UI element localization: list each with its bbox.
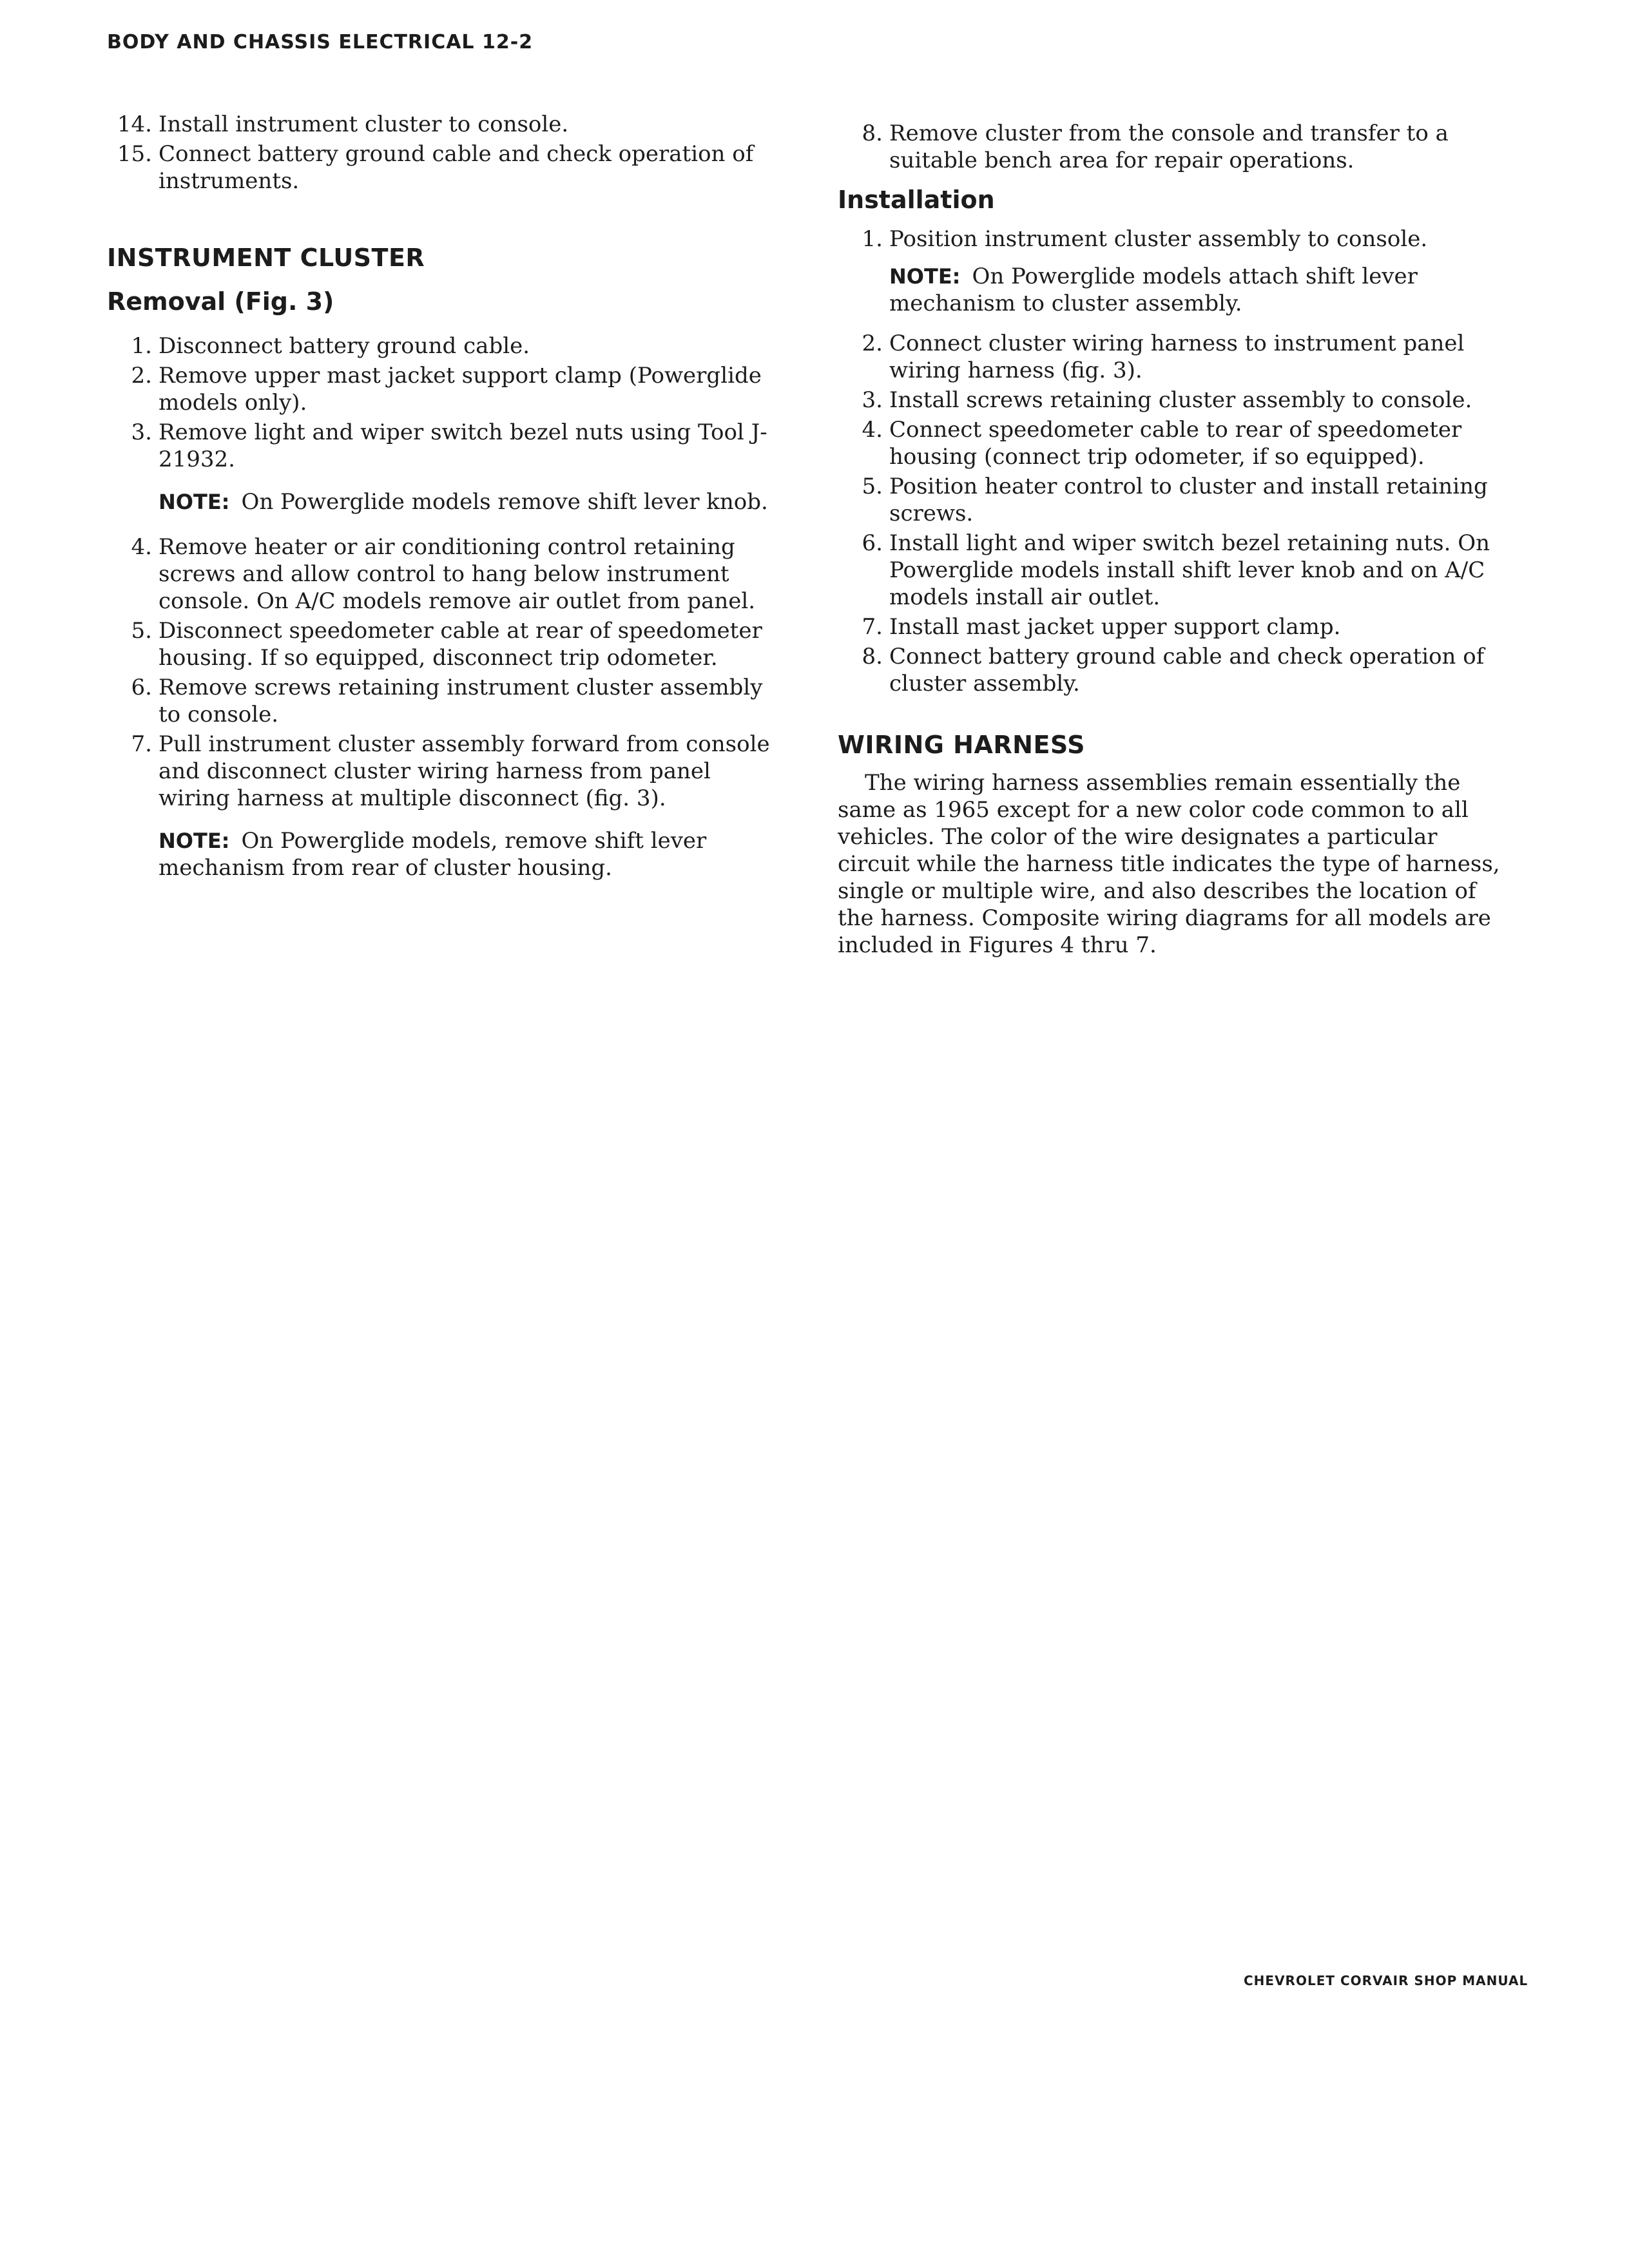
list-item [107, 731, 777, 812]
note-label: NOTE: [159, 829, 230, 853]
wiring-harness-paragraph: The wiring harness assemblies remain essentially the same as 1965 except for a new color code common to all vehicles. The color of the wire designates a particular circuit while the harness title indicates the type of harness, single or multiple wire, and also describes the location of the harness. Composite wiring diagrams for all models are included in Figures 4 thru 7. [838, 770, 1500, 958]
step-number: 2. [131, 363, 152, 389]
step-text: Connect battery ground cable and check operation of instruments. [159, 141, 754, 194]
step-number: 7. [862, 614, 883, 640]
note [838, 263, 1508, 317]
step-text: Connect cluster wiring harness to instrument panel wiring harness (fig. 3). [889, 331, 1465, 383]
subheading-removal: Removal (Fig. 3) [107, 287, 334, 316]
step-text: Remove cluster from the console and transfer to a suitable bench area for repair operations. [889, 120, 1449, 173]
right-column [838, 120, 1508, 959]
step-text: Disconnect battery ground cable. [159, 333, 530, 359]
step-number: 14. [117, 111, 152, 137]
step-text: Install light and wiper switch bezel retaining nuts. On Powerglide models install shift lever knob and on A/C models install air outlet. [889, 530, 1490, 610]
list-item [838, 330, 1508, 384]
step-text: Remove upper mast jacket support clamp (Powerglide models only). [159, 363, 762, 416]
list-item [107, 533, 777, 615]
list-item [838, 613, 1508, 640]
list-item [107, 419, 777, 473]
note-text: On Powerglide models remove shift lever knob. [241, 489, 768, 515]
step-number: 4. [131, 534, 152, 560]
step-number: 5. [131, 618, 152, 644]
step-text: Disconnect speedometer cable at rear of speedometer housing. If so equipped, disconnect trip odometer. [159, 618, 762, 671]
step-number: 8. [862, 120, 883, 146]
list-item [107, 362, 777, 416]
step-number: 3. [131, 419, 152, 445]
step-number: 1. [862, 226, 883, 252]
footer-manual-title: CHEVROLET CORVAIR SHOP MANUAL [1244, 1973, 1528, 1988]
step-number: 5. [862, 474, 883, 499]
step-text: Position heater control to cluster and install retaining screws. [889, 474, 1488, 526]
step-text: Remove heater or air conditioning control retaining screws and allow control to hang below instrument console. On A/C models remove air outlet from panel. [159, 534, 756, 614]
section-heading-instrument-cluster: INSTRUMENT CLUSTER [107, 244, 425, 272]
step-number: 1. [131, 333, 152, 359]
step-text: Connect speedometer cable to rear of speedometer housing (connect trip odometer, if so equipped). [889, 417, 1462, 470]
step-text: Position instrument cluster assembly to console. [889, 226, 1428, 252]
note [107, 827, 777, 881]
list-item [838, 226, 1508, 253]
step-text: Remove light and wiper switch bezel nuts using Tool J-21932. [159, 419, 767, 472]
step-text: Install screws retaining cluster assembly to console. [889, 387, 1472, 413]
step-number: 3. [862, 387, 883, 413]
step-text: Pull instrument cluster assembly forward from console and disconnect cluster wiring harness from panel wiring harness at multiple disconnect (fig. 3). [159, 731, 770, 811]
step-number: 15. [117, 141, 152, 167]
note-text: On Powerglide models, remove shift lever mechanism from rear of cluster housing. [159, 828, 707, 881]
left-column [107, 111, 777, 899]
step-number: 8. [862, 644, 883, 669]
list-item [838, 387, 1508, 414]
list-item [107, 617, 777, 671]
note [107, 488, 777, 515]
list-item [838, 416, 1508, 470]
list-item [107, 111, 777, 138]
subheading-installation: Installation [838, 186, 995, 214]
list-item [838, 530, 1508, 611]
list-item [838, 120, 1508, 174]
step-text: Install mast jacket upper support clamp. [889, 614, 1341, 640]
step-number: 6. [862, 530, 883, 556]
step-number: 2. [862, 331, 883, 356]
step-text: Install instrument cluster to console. [159, 111, 569, 137]
step-text: Remove screws retaining instrument cluster assembly to console. [159, 675, 763, 727]
list-item [107, 674, 777, 728]
step-number: 6. [131, 675, 152, 700]
note-text: On Powerglide models attach shift lever mechanism to cluster assembly. [889, 264, 1418, 316]
step-text: Connect battery ground cable and check operation of cluster assembly. [889, 644, 1485, 697]
section-heading-wiring-harness: WIRING HARNESS [838, 731, 1085, 759]
running-head: BODY AND CHASSIS ELECTRICAL 12-2 [107, 31, 534, 53]
list-item [107, 332, 777, 360]
step-number: 7. [131, 731, 152, 757]
list-item [838, 643, 1508, 697]
note-label: NOTE: [159, 490, 230, 514]
step-number: 4. [862, 417, 883, 443]
note-label: NOTE: [889, 264, 961, 289]
list-item [838, 473, 1508, 527]
list-item [107, 140, 777, 195]
